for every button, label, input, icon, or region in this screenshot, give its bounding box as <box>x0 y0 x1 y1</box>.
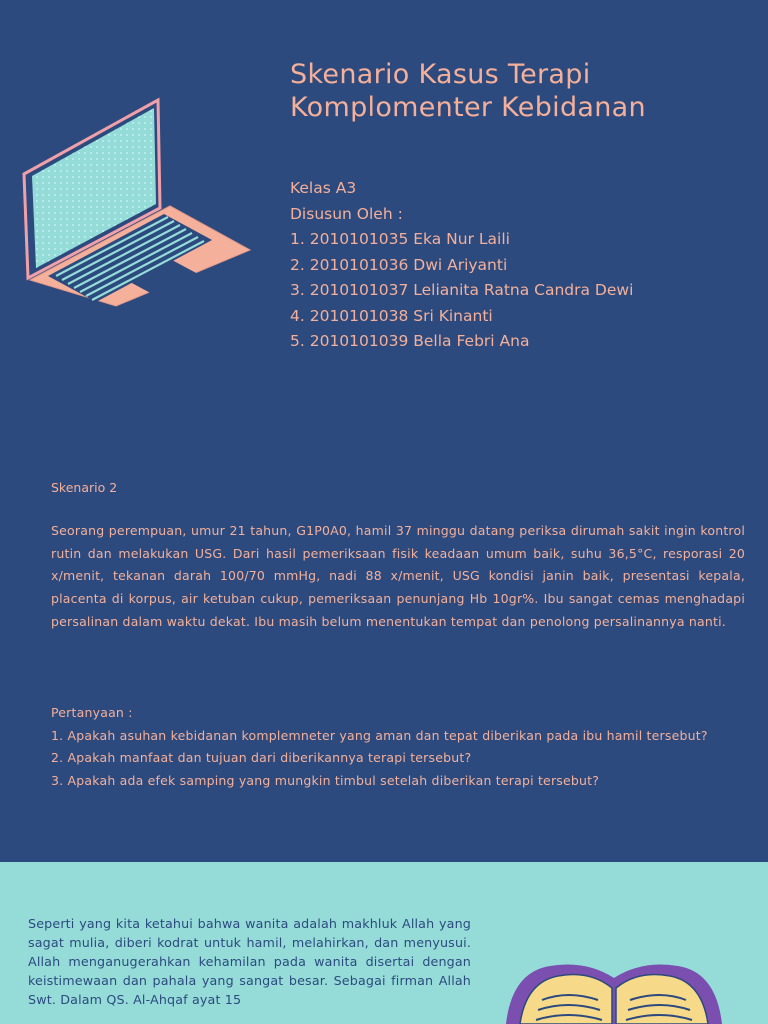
member-item: 4. 2010101038 Sri Kinanti <box>290 306 493 325</box>
question-item: 3. Apakah ada efek samping yang mungkin timbul setelah diberikan terapi tersebut? <box>51 773 600 789</box>
open-book-icon <box>498 954 730 1024</box>
bottom-section <box>0 862 768 1024</box>
member-item: 5. 2010101039 Bella Febri Ana <box>290 332 530 350</box>
page-title <box>290 58 750 124</box>
question-item: 2. Apakah manfaat dan tujuan dari diberikannya terapi tersebut? <box>51 750 472 766</box>
class-info <box>290 176 750 355</box>
questions-section <box>51 702 745 793</box>
authors-label: Disusun Oleh : <box>290 204 403 223</box>
intro-paragraph: Seperti yang kita ketahui bahwa wanita adalah makhluk Allah yang sagat mulia, diberi kodrat untuk hamil, melahirkan, dan menyusui. Allah menganugerahkan kehamilan pada wanita disertai dengan keistimewaan dan pahala yang sangat besar. Sebagai firman Allah Swt. Dalam QS. Al-Ahqaf ayat 15 <box>28 916 471 1008</box>
member-item: 3. 2010101037 Lelianita Ratna Candra Dewi <box>290 281 634 299</box>
questions-heading: Pertanyaan : <box>51 705 133 720</box>
question-item: 1. Apakah asuhan kebidanan komplemneter yang aman dan tepat diberikan pada ibu hamil tersebut? <box>51 727 708 743</box>
scenario-body: Seorang perempuan, umur 21 tahun, G1P0A0, hamil 37 minggu datang periksa dirumah sakit ingin kontrol rutin dan melakukan USG. Dari hasil pemeriksaan fisik keadaan umum baik, suhu 36,5°C, resporasi 20 x/menit, tekanan darah 100/70 mmHg, nadi 88 x/menit, USG kondisi janin baik, presentasi kepala, placenta di korpus, air ketuban cukup, pemeriksaan penunjang Hb 10gr%. Ibu sangat cemas menghadapi persalinan dalam waktu dekat. Ibu masih belum menentukan tempat dan penolong persalinannya nanti. <box>51 523 745 629</box>
title-line-2: Komplomenter Kebidanan <box>290 92 646 123</box>
class-label: Kelas A3 <box>290 179 357 197</box>
laptop-illustration <box>22 96 254 312</box>
scenario-title: Skenario 2 <box>51 480 118 495</box>
title-line-1: Skenario Kasus Terapi <box>290 59 591 90</box>
member-item: 2. 2010101036 Dwi Ariyanti <box>290 255 508 274</box>
member-item: 1. 2010101035 Eka Nur Laili <box>290 230 510 248</box>
